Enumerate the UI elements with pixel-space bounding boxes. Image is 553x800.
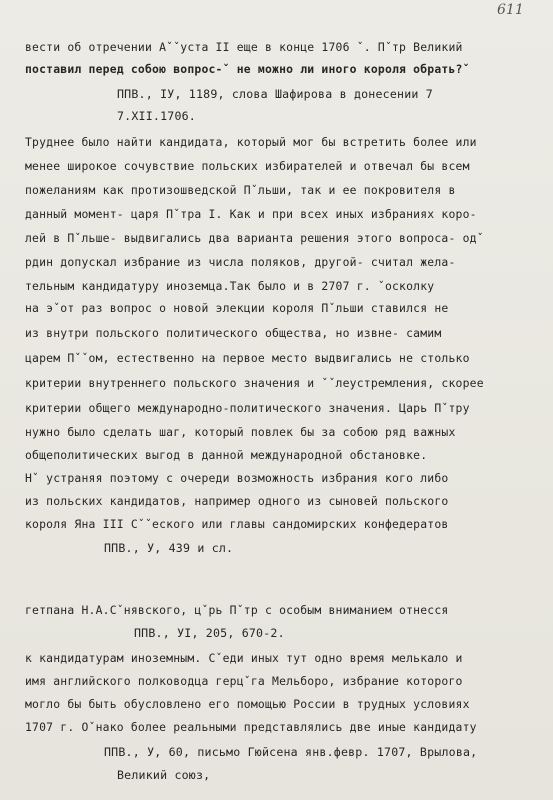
text-line: общеполитических выгод в данной международной обстановке.	[25, 448, 428, 462]
text-line: из польских кандидатов, например одного из сыновей польского	[25, 494, 449, 508]
text-line: на эˇот раз вопрос о новой элекции короля Пˇльши ставился не	[25, 301, 449, 315]
reference-line: Великий союз,	[117, 768, 211, 782]
text-line: Нˇ устраняя поэтому с очереди возможность избрания кого либо	[25, 471, 449, 485]
text-line: могло бы быть обусловлено его помощью России в трудных условиях	[25, 697, 470, 711]
text-line: вести об отречении Аˇˇуста II еще в конце 1706 ˇ. Пˇтр Великий	[25, 40, 463, 54]
text-line: из внутри польского политического общества, но извне- самим	[25, 326, 442, 340]
text-line: менее широкое сочувствие польских избирателей и отвечал бы всем	[25, 159, 470, 173]
text-line: к кандидатурам иноземным. Сˇеди иных тут одно время мелькало и	[25, 651, 463, 665]
text-line: поставил перед собою вопрос-ˇ не можно ли иного короля обрать?ˇ	[25, 62, 470, 76]
text-line: имя английского полководца герцˇга Мельборо, избрание которого	[25, 674, 463, 688]
text-line: Труднее было найти кандидата, который мог бы встретить более или	[25, 135, 477, 149]
reference-line: ППВ., У, 60, письмо Гюйсена янв.февр. 1707, Врылова,	[104, 745, 478, 759]
reference-line: ППВ., У, 439 и сл.	[104, 541, 234, 555]
text-line: гетпана Н.А.Сˇнявского, цˇрь Пˇтр с особым вниманием отнесся	[25, 603, 449, 617]
text-line: короля Яна III Сˇˇеского или главы сандомирских конфедератов	[25, 517, 449, 531]
text-line: критерии общего международно-политического значения. Царь Пˇтру	[25, 401, 470, 415]
page-number: 611	[497, 2, 524, 18]
text-line: нужно было сделать шаг, который повлек бы за собою ряд важных	[25, 425, 456, 439]
text-line: критерии внутреннего польского значения и ˇˇлеустремления, скорее	[25, 376, 484, 390]
text-line: пожеланиям как протизошведской Пˇльши, так и ее покровителя в	[25, 183, 456, 197]
reference-line: ППВ., УI, 205, 670-2.	[134, 626, 285, 640]
text-line: царем Пˇˇом, естественно на первое место выдвигались не столько	[25, 351, 470, 365]
text-line: данный момент- царя Пˇтра I. Как и при всех иных избраниях коро-	[25, 207, 477, 221]
text-line: лей в Пˇльше- выдвигались два варианта решения этого вопроса- одˇ	[25, 231, 484, 245]
text-line: 1707 г. Оˇнако более реальными представлялись две иные кандидату	[25, 720, 477, 734]
reference-line: ППВ., IУ, 1189, слова Шафирова в донесении 7	[117, 87, 433, 101]
reference-line: 7.XII.1706.	[117, 109, 196, 123]
text-line: тельным кандидатуру иноземца.Так было и в 2707 г. ˇосколку	[25, 279, 435, 293]
text-line: рдин допускал избрание из числа поляков, другой- считал жела-	[25, 255, 456, 269]
